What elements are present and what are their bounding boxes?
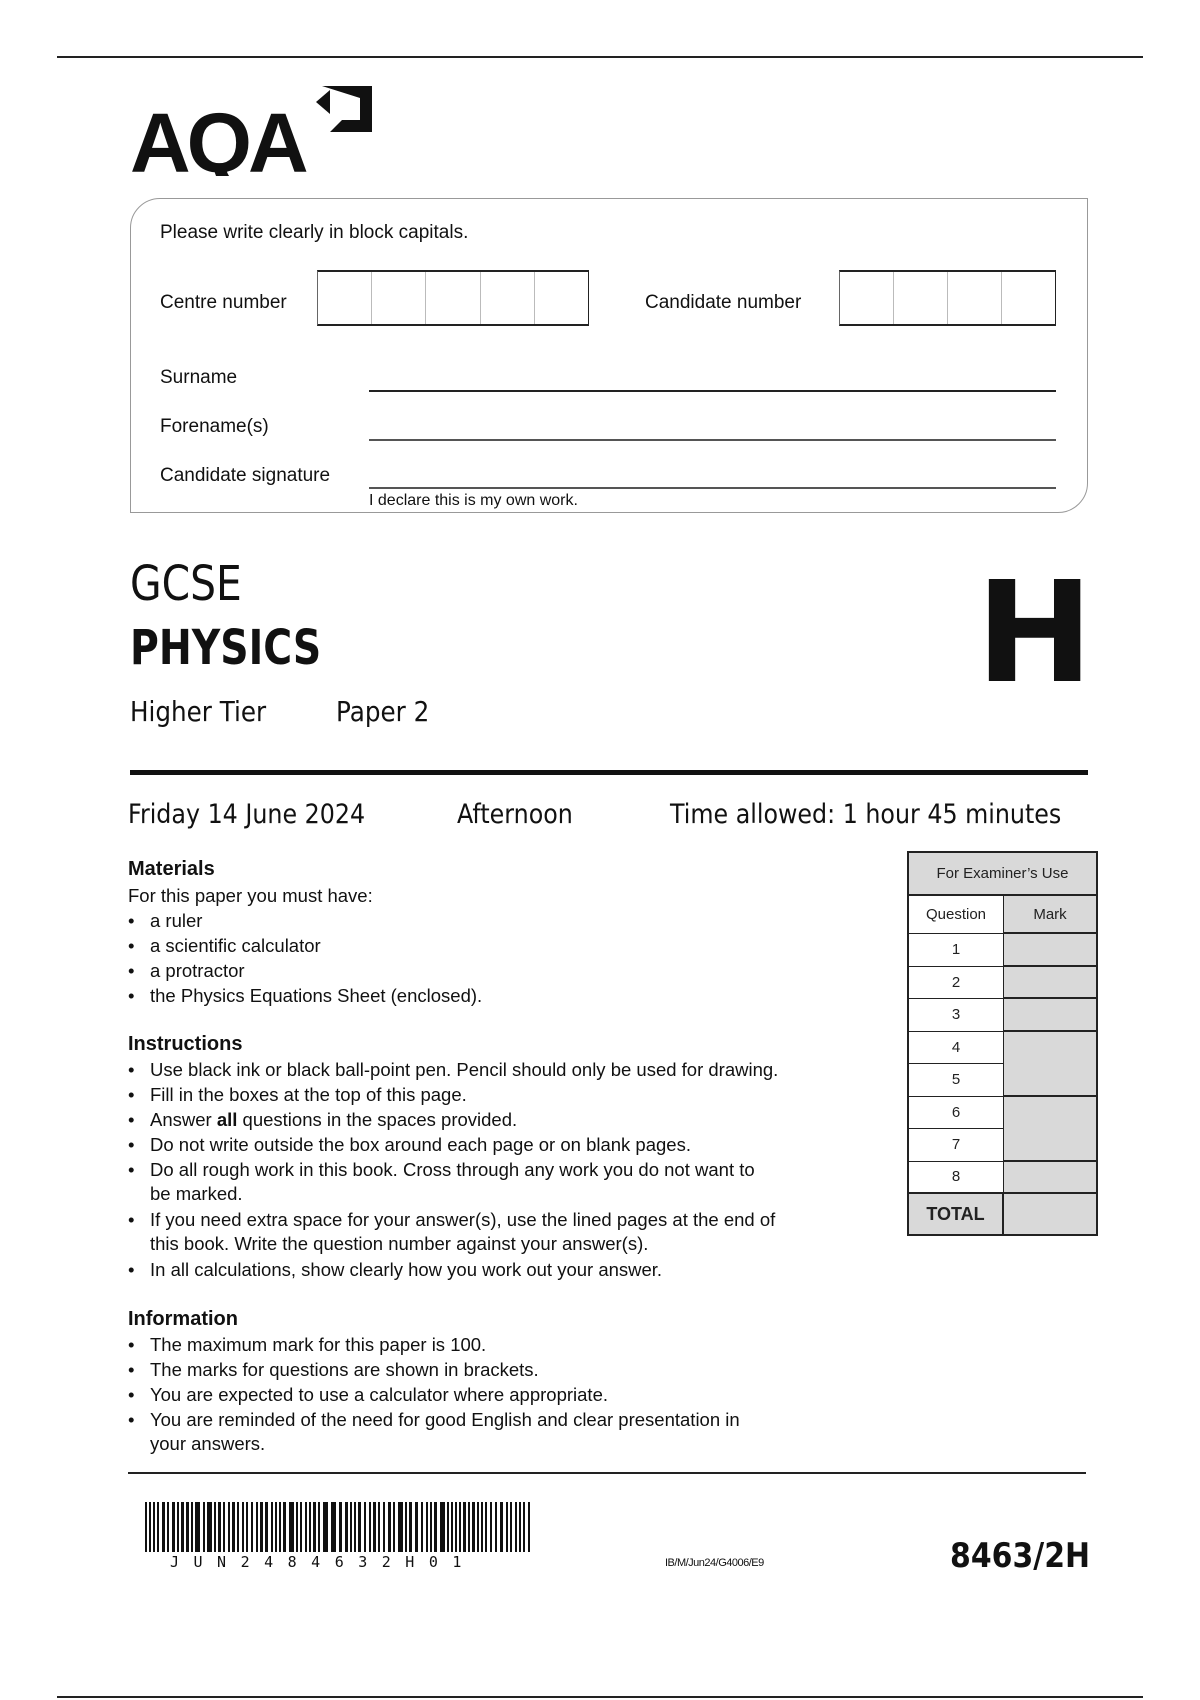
barcode-bar bbox=[260, 1502, 263, 1552]
question-number: 3 bbox=[909, 999, 1004, 1032]
materials-item: • a scientific calculator bbox=[128, 935, 321, 956]
barcode-bar bbox=[495, 1502, 497, 1552]
instruction-item: • Fill in the boxes at the top of this page. bbox=[128, 1084, 467, 1105]
question-number: 1 bbox=[909, 934, 1004, 967]
centre-number-boxes[interactable] bbox=[317, 270, 589, 326]
svg-text:AQA: AQA bbox=[130, 96, 305, 176]
barcode-bar bbox=[490, 1502, 492, 1552]
barcode-bar bbox=[506, 1502, 508, 1552]
barcode-bar bbox=[191, 1502, 193, 1552]
instruction-item: • Do not write outside the box around each page or on blank pages. bbox=[128, 1134, 691, 1155]
barcode-bar bbox=[383, 1502, 385, 1552]
information-item: • You are expected to use a calculator where appropriate. bbox=[128, 1384, 609, 1405]
barcode-bar bbox=[275, 1502, 277, 1552]
mark-cell[interactable] bbox=[1004, 1162, 1096, 1195]
barcode-bar bbox=[207, 1502, 212, 1552]
barcode-bar bbox=[358, 1502, 361, 1552]
mark-cell[interactable] bbox=[1004, 1097, 1096, 1162]
barcode-bar bbox=[369, 1502, 371, 1552]
instruction-item: • Use black ink or black ball-point pen. Pencil should only be used for drawing. bbox=[128, 1059, 779, 1080]
barcode-bar bbox=[364, 1502, 366, 1552]
barcode-bar bbox=[153, 1502, 155, 1552]
barcode-bar bbox=[313, 1502, 316, 1552]
barcode-bar bbox=[345, 1502, 348, 1552]
barcode-bar bbox=[405, 1502, 407, 1552]
barcode-bar bbox=[300, 1502, 302, 1552]
information-heading: Information bbox=[128, 1308, 238, 1330]
barcode-bar bbox=[318, 1502, 320, 1552]
barcode-bar bbox=[500, 1502, 503, 1552]
instruction-item: • Answer all questions in the spaces provided. bbox=[128, 1109, 518, 1130]
barcode-bar bbox=[339, 1502, 342, 1552]
examiner-use-table bbox=[907, 851, 1098, 1236]
barcode-bar bbox=[523, 1502, 525, 1552]
question-number: 4 bbox=[909, 1032, 1004, 1065]
barcode-bar bbox=[181, 1502, 184, 1552]
barcode-bar bbox=[388, 1502, 391, 1552]
barcode-bar bbox=[477, 1502, 479, 1552]
barcode-bar bbox=[172, 1502, 175, 1552]
barcode-bar bbox=[331, 1502, 336, 1552]
barcode-bar bbox=[323, 1502, 328, 1552]
surname-label: Surname bbox=[160, 367, 238, 388]
information-item: • The marks for questions are shown in brackets. bbox=[128, 1359, 539, 1380]
barcode-bar bbox=[162, 1502, 165, 1552]
barcode-bar bbox=[350, 1502, 352, 1552]
barcode-bar bbox=[373, 1502, 376, 1552]
form-instruction: Please write clearly in block capitals. bbox=[160, 222, 469, 243]
declaration-text: I declare this is my own work. bbox=[369, 492, 578, 509]
barcode-bar bbox=[440, 1502, 445, 1552]
mark-cell[interactable] bbox=[1004, 999, 1096, 1032]
barcode-bar bbox=[279, 1502, 281, 1552]
mark-cell[interactable] bbox=[1004, 934, 1096, 967]
barcode-bar bbox=[463, 1502, 466, 1552]
barcode-bar bbox=[468, 1502, 470, 1552]
exam-session: Afternoon bbox=[457, 799, 573, 830]
reference-code: IB/M/Jun24/G4006/E9 bbox=[665, 1557, 764, 1569]
barcode-bar bbox=[177, 1502, 179, 1552]
tier-letter: H bbox=[976, 552, 1094, 715]
barcode-bar bbox=[421, 1502, 423, 1552]
barcode-bar bbox=[434, 1502, 437, 1552]
time-allowed: Time allowed: 1 hour 45 minutes bbox=[670, 799, 1062, 830]
barcode-bar bbox=[447, 1502, 449, 1552]
barcode-bar bbox=[430, 1502, 432, 1552]
centre-number-label: Centre number bbox=[160, 292, 287, 313]
barcode-bar bbox=[271, 1502, 273, 1552]
barcode-bar bbox=[309, 1502, 311, 1552]
barcode-bar bbox=[415, 1502, 418, 1552]
barcode-bar bbox=[510, 1502, 512, 1552]
barcode-bar bbox=[167, 1502, 169, 1552]
instruction-item: • If you need extra space for your answer(s), use the lined pages at the end of this book. Write the question number against your answer(s). bbox=[128, 1209, 776, 1254]
question-column-header: Question bbox=[909, 896, 1004, 934]
paper-code: 8463/2H bbox=[950, 1536, 1091, 1576]
barcode-bar bbox=[223, 1502, 225, 1552]
question-number: 2 bbox=[909, 967, 1004, 1000]
barcode-bar bbox=[515, 1502, 517, 1552]
surname-field[interactable] bbox=[372, 366, 1056, 390]
instruction-item: • In all calculations, show clearly how you work out your answer. bbox=[128, 1259, 663, 1280]
instructions-heading: Instructions bbox=[128, 1033, 243, 1055]
forename-field[interactable] bbox=[372, 415, 1056, 439]
barcode-bar bbox=[149, 1502, 151, 1552]
instruction-item: • Do all rough work in this book. Cross through any work you do not want to be marked. bbox=[128, 1159, 755, 1204]
forename-line bbox=[369, 439, 1056, 441]
question-number: 7 bbox=[909, 1129, 1004, 1162]
barcode-bar bbox=[398, 1502, 403, 1552]
barcode-bar bbox=[472, 1502, 475, 1552]
candidate-number-label: Candidate number bbox=[645, 292, 802, 313]
barcode-bar bbox=[485, 1502, 487, 1552]
barcode-bar bbox=[283, 1502, 286, 1552]
materials-intro: For this paper you must have: bbox=[128, 885, 373, 906]
barcode-bar bbox=[246, 1502, 248, 1552]
barcode-bar bbox=[218, 1502, 221, 1552]
barcode-bar bbox=[305, 1502, 307, 1552]
barcode-bar bbox=[455, 1502, 457, 1552]
information-item: • The maximum mark for this paper is 100. bbox=[128, 1334, 487, 1355]
barcode-bar bbox=[289, 1502, 294, 1552]
barcode-bar bbox=[296, 1502, 298, 1552]
footer-rule bbox=[128, 1472, 1086, 1474]
surname-line bbox=[369, 390, 1056, 392]
signature-field[interactable] bbox=[372, 464, 1056, 488]
candidate-number-boxes[interactable] bbox=[839, 270, 1056, 326]
barcode-bar bbox=[237, 1502, 239, 1552]
question-number: 5 bbox=[909, 1064, 1004, 1097]
barcode-bar bbox=[409, 1502, 412, 1552]
question-number: 6 bbox=[909, 1097, 1004, 1130]
top-rule bbox=[57, 56, 1143, 58]
barcode-bar bbox=[426, 1502, 428, 1552]
barcode-bar bbox=[393, 1502, 395, 1552]
barcode-text: JUN2484632H01 bbox=[170, 1553, 476, 1571]
forename-label: Forename(s) bbox=[160, 416, 269, 437]
subject-title: PHYSICS bbox=[130, 620, 322, 676]
barcode-bar bbox=[481, 1502, 483, 1552]
barcode bbox=[145, 1502, 535, 1554]
barcode-bar bbox=[232, 1502, 235, 1552]
barcode-bar bbox=[528, 1502, 530, 1552]
total-mark-cell[interactable] bbox=[1004, 1194, 1096, 1234]
barcode-bar bbox=[519, 1502, 521, 1552]
mark-cell[interactable] bbox=[1004, 967, 1096, 1000]
barcode-bar bbox=[195, 1502, 200, 1552]
barcode-bar bbox=[354, 1502, 356, 1552]
barcode-bar bbox=[251, 1502, 253, 1552]
qualification-title: GCSE bbox=[130, 556, 242, 612]
barcode-bar bbox=[203, 1502, 205, 1552]
barcode-bar bbox=[256, 1502, 258, 1552]
materials-item: • a ruler bbox=[128, 910, 203, 931]
title-rule bbox=[130, 770, 1088, 775]
aqa-logo bbox=[130, 84, 380, 176]
materials-item: • the Physics Equations Sheet (enclosed). bbox=[128, 985, 483, 1006]
signature-line bbox=[369, 487, 1056, 489]
signature-label: Candidate signature bbox=[160, 465, 331, 486]
examiner-table-title: For Examiner’s Use bbox=[909, 853, 1096, 896]
barcode-bar bbox=[186, 1502, 189, 1552]
materials-item: • a protractor bbox=[128, 960, 245, 981]
bottom-rule bbox=[57, 1696, 1143, 1698]
barcode-bar bbox=[451, 1502, 453, 1552]
barcode-bar bbox=[228, 1502, 230, 1552]
barcode-bar bbox=[214, 1502, 216, 1552]
barcode-bar bbox=[145, 1502, 147, 1552]
paper-label: Paper 2 bbox=[336, 695, 430, 728]
question-number: 8 bbox=[909, 1162, 1004, 1195]
mark-column-header: Mark bbox=[1004, 896, 1096, 934]
barcode-bar bbox=[459, 1502, 461, 1552]
barcode-bar bbox=[157, 1502, 159, 1552]
barcode-bar bbox=[378, 1502, 380, 1552]
tier-label: Higher Tier bbox=[130, 695, 267, 728]
exam-date: Friday 14 June 2024 bbox=[128, 799, 366, 830]
materials-heading: Materials bbox=[128, 858, 215, 880]
barcode-bar bbox=[242, 1502, 244, 1552]
barcode-bar bbox=[265, 1502, 268, 1552]
total-label: TOTAL bbox=[909, 1194, 1004, 1234]
mark-cell[interactable] bbox=[1004, 1032, 1096, 1097]
information-item: • You are reminded of the need for good English and clear presentation in your answers. bbox=[128, 1409, 740, 1454]
